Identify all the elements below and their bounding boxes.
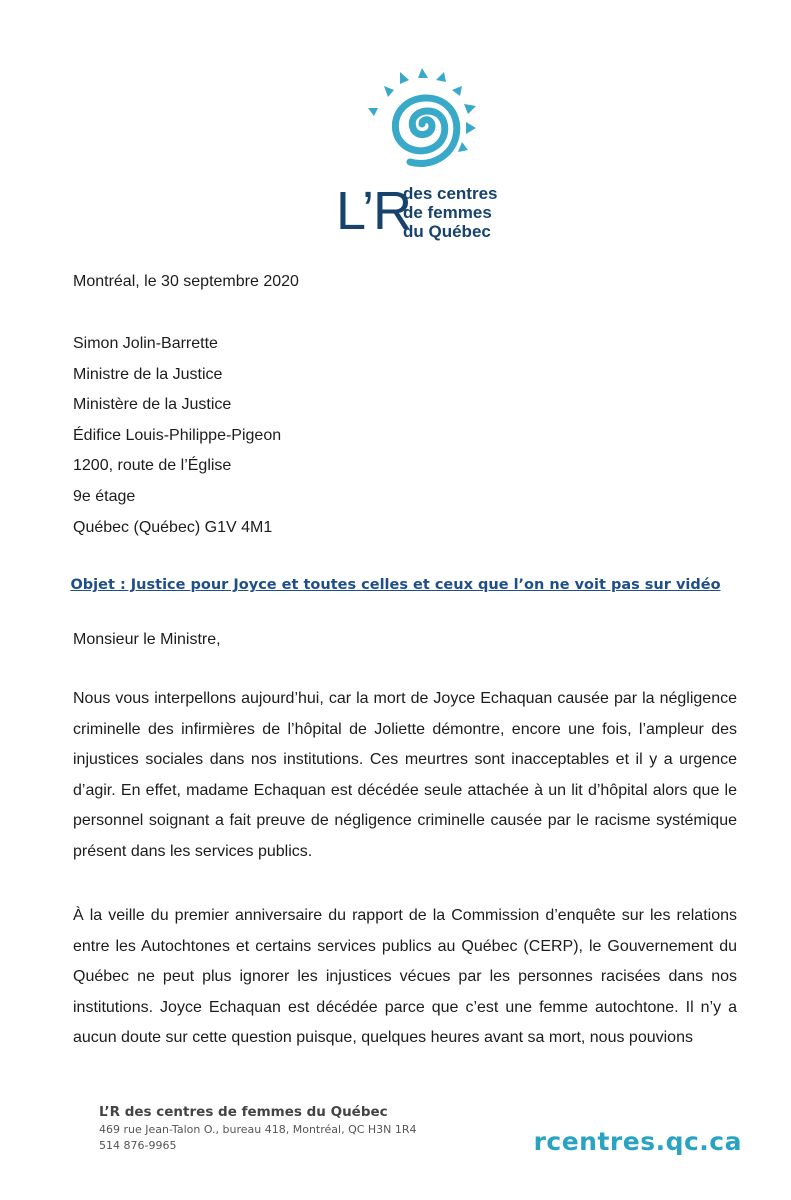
logo-wordmark — [403, 184, 498, 241]
letter-date: Montréal, le 30 septembre 2020 — [73, 273, 299, 290]
organization-logo — [336, 66, 516, 241]
footer-website: rcentres.qc.ca — [533, 1127, 742, 1156]
body-paragraph-1: Nous vous interpellons aujourd’hui, car la mort de Joyce Echaquan causée par la négligence criminelle des infirmières de l’hôpital de Joliette démontre, encore une fois, l’ampleur des injustices sociales dans nos institutions. Ces meurtres sont inacceptables et il y a urgence d’agir. En effet, madame Echaquan est décédée seule attachée à un lit d’hôpital alors que le personnel soignant a fait preuve de négligence criminelle causée par le racisme systémique présent dans les services publics. — [73, 690, 737, 860]
recipient-address — [73, 334, 281, 548]
recipient-city: Québec (Québec) G1V 4M1 — [73, 518, 273, 536]
footer-org-name: L’R des centres de femmes du Québec — [99, 1104, 388, 1120]
recipient-department: Ministère de la Justice — [73, 396, 232, 414]
footer-phone: 514 876-9965 — [99, 1139, 177, 1152]
footer-contact — [99, 1102, 417, 1154]
footer-address: 469 rue Jean-Talon O., bureau 418, Montréal, QC H3N 1R4 — [99, 1123, 417, 1136]
recipient-street: 1200, route de l’Église — [73, 457, 232, 475]
logo-line-3: du Québec — [403, 222, 491, 241]
sun-spiral-icon — [364, 66, 480, 176]
recipient-building: Édifice Louis-Philippe-Pigeon — [73, 426, 282, 444]
recipient-title: Ministre de la Justice — [73, 365, 223, 383]
recipient-name: Simon Jolin-Barrette — [73, 335, 218, 352]
recipient-floor: 9e étage — [73, 487, 136, 505]
letter-salutation: Monsieur le Ministre, — [73, 631, 221, 648]
logo-line-1: des centres — [403, 184, 498, 203]
logo-letters: L’R — [336, 181, 412, 241]
logo-line-2: de femmes — [403, 203, 492, 222]
body-paragraph-2: À la veille du premier anniversaire du rapport de la Commission d’enquête sur les relations entre les Autochtones et certains services publics au Québec (CERP), le Gouvernement du Québec ne peut plus ignorer les injustices vécues par les personnes racisées dans nos institutions. Joyce Echaquan est décédée parce que c’est une femme autochtone. Il n’y a aucun doute sur cette question puisque, quelques heures avant sa mort, nous pouvions — [73, 907, 737, 1047]
letter-subject: Objet : Justice pour Joyce et toutes celles et ceux que l’on ne voit pas sur vidéo — [70, 577, 721, 593]
